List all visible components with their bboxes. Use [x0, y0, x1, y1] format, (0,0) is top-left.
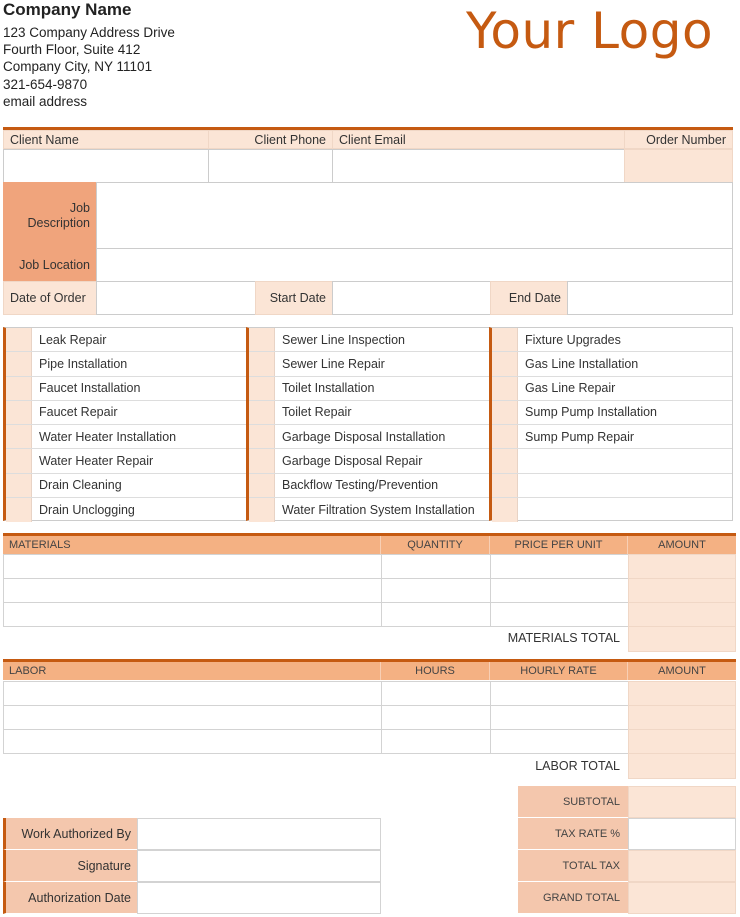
service-checkbox[interactable]	[6, 449, 32, 472]
labor-total-label: LABOR TOTAL	[535, 759, 620, 773]
service-label: Garbage Disposal Installation	[282, 429, 446, 444]
labor-amount-cell[interactable]	[628, 681, 736, 706]
labor-hours-cell[interactable]	[381, 729, 491, 754]
service-checkbox[interactable]	[492, 425, 518, 448]
labor-amount-cell[interactable]	[628, 729, 736, 754]
service-label: Gas Line Installation	[525, 356, 639, 371]
service-label: Water Filtration System Installation	[282, 502, 475, 517]
labor-total-value[interactable]	[628, 753, 736, 779]
service-checkbox[interactable]	[492, 377, 518, 400]
materials-amount-header: AMOUNT	[628, 536, 736, 554]
client-name-label: Client Name	[3, 130, 209, 149]
service-label: Toilet Installation	[282, 381, 375, 396]
service-checkbox[interactable]	[492, 328, 518, 351]
grand-total-value[interactable]	[628, 882, 736, 914]
labor-rate-cell[interactable]	[490, 729, 629, 754]
service-label: Sewer Line Inspection	[282, 332, 405, 347]
service-checkbox[interactable]	[249, 425, 275, 448]
service-checkbox[interactable]	[249, 401, 275, 424]
client-phone-input[interactable]	[208, 149, 333, 183]
materials-qty-cell[interactable]	[381, 602, 491, 627]
company-logo: Your Logo	[466, 2, 714, 60]
labor-amount-header: AMOUNT	[628, 662, 736, 680]
client-email-input[interactable]	[332, 149, 625, 183]
start-date-input[interactable]	[332, 281, 491, 315]
total-tax-value[interactable]	[628, 850, 736, 882]
service-checkbox[interactable]	[249, 352, 275, 375]
labor-rate-cell[interactable]	[490, 705, 629, 730]
address-line-1: 123 Company Address Drive	[3, 25, 175, 40]
service-checkbox[interactable]	[492, 474, 518, 497]
services-column-3	[489, 327, 733, 521]
service-label: Faucet Repair	[39, 405, 118, 420]
service-checkbox[interactable]	[6, 328, 32, 351]
job-location-input[interactable]	[96, 248, 733, 282]
authorization-date-input[interactable]	[137, 882, 381, 914]
address-line-2: Fourth Floor, Suite 412	[3, 42, 141, 57]
services-column-2	[246, 327, 491, 521]
email-address: email address	[3, 94, 88, 109]
materials-total-value[interactable]	[628, 626, 736, 652]
materials-price-cell[interactable]	[490, 602, 629, 627]
start-date-label: Start Date	[255, 281, 333, 315]
service-label: Drain Unclogging	[39, 502, 135, 517]
company-name: Company Name	[3, 0, 132, 19]
work-authorized-by-label: Work Authorized By	[3, 818, 137, 850]
service-checkbox[interactable]	[249, 377, 275, 400]
service-checkbox[interactable]	[249, 449, 275, 472]
materials-item-cell[interactable]	[3, 602, 382, 627]
materials-qty-cell[interactable]	[381, 554, 491, 579]
service-checkbox[interactable]	[6, 498, 32, 522]
signature-input[interactable]	[137, 850, 381, 882]
subtotal-label: SUBTOTAL	[518, 786, 628, 818]
service-checkbox[interactable]	[6, 474, 32, 497]
materials-total-label: MATERIALS TOTAL	[507, 631, 620, 645]
hourly-rate-header: HOURLY RATE	[490, 662, 628, 680]
materials-header: MATERIALS	[3, 536, 381, 554]
service-checkbox[interactable]	[492, 498, 518, 522]
date-of-order-input[interactable]	[96, 281, 256, 315]
service-label: Toilet Repair	[282, 405, 352, 420]
signature-label: Signature	[3, 850, 137, 882]
service-checkbox[interactable]	[249, 328, 275, 351]
service-checkbox[interactable]	[492, 352, 518, 375]
materials-item-cell[interactable]	[3, 554, 382, 579]
labor-item-cell[interactable]	[3, 705, 382, 730]
labor-hours-cell[interactable]	[381, 681, 491, 706]
subtotal-value[interactable]	[628, 786, 736, 818]
service-label: Gas Line Repair	[525, 381, 616, 396]
service-label: Water Heater Installation	[39, 429, 177, 444]
service-label: Garbage Disposal Repair	[282, 453, 423, 468]
labor-item-cell[interactable]	[3, 729, 382, 754]
service-checkbox[interactable]	[492, 449, 518, 472]
price-per-unit-header: PRICE PER UNIT	[490, 536, 628, 554]
service-label: Faucet Installation	[39, 381, 141, 396]
end-date-input[interactable]	[567, 281, 733, 315]
services-column-1	[3, 327, 248, 521]
client-email-label: Client Email	[332, 130, 625, 149]
materials-amount-cell[interactable]	[628, 578, 736, 603]
order-number-label: Order Number	[624, 130, 733, 149]
hours-header: HOURS	[381, 662, 490, 680]
service-checkbox[interactable]	[6, 352, 32, 375]
service-checkbox[interactable]	[6, 425, 32, 448]
job-location-label: Job Location	[3, 248, 97, 282]
materials-item-cell[interactable]	[3, 578, 382, 603]
service-checkbox[interactable]	[492, 401, 518, 424]
client-name-input[interactable]	[3, 149, 209, 183]
service-label: Fixture Upgrades	[525, 332, 621, 347]
authorization-date-label: Authorization Date	[3, 882, 137, 914]
order-number-input[interactable]	[624, 149, 733, 183]
materials-qty-cell[interactable]	[381, 578, 491, 603]
labor-item-cell[interactable]	[3, 681, 382, 706]
service-checkbox[interactable]	[249, 498, 275, 522]
service-checkbox[interactable]	[6, 377, 32, 400]
job-description-label: Job Description	[3, 182, 97, 249]
service-label: Pipe Installation	[39, 356, 128, 371]
service-label: Sump Pump Repair	[525, 429, 635, 444]
tax-rate-label: TAX RATE %	[518, 818, 628, 850]
end-date-label: End Date	[490, 281, 568, 315]
labor-header: LABOR	[3, 662, 381, 680]
service-label: Leak Repair	[39, 332, 107, 347]
work-authorized-by-input[interactable]	[137, 818, 381, 850]
materials-price-cell[interactable]	[490, 578, 629, 603]
quantity-header: QUANTITY	[381, 536, 490, 554]
grand-total-label: GRAND TOTAL	[518, 882, 628, 914]
date-of-order-label: Date of Order	[3, 281, 97, 315]
address-line-3: Company City, NY 11101	[3, 59, 153, 74]
total-tax-label: TOTAL TAX	[518, 850, 628, 882]
service-checkbox[interactable]	[6, 401, 32, 424]
materials-amount-cell[interactable]	[628, 602, 736, 627]
materials-price-cell[interactable]	[490, 554, 629, 579]
materials-amount-cell[interactable]	[628, 554, 736, 579]
labor-rate-cell[interactable]	[490, 681, 629, 706]
service-label: Drain Cleaning	[39, 478, 122, 493]
service-checkbox[interactable]	[249, 474, 275, 497]
phone-number: 321-654-9870	[3, 77, 88, 92]
service-label: Backflow Testing/Prevention	[282, 478, 439, 493]
tax-rate-input[interactable]	[628, 818, 736, 850]
job-description-input[interactable]	[96, 182, 733, 249]
service-label: Sewer Line Repair	[282, 356, 385, 371]
labor-hours-cell[interactable]	[381, 705, 491, 730]
service-label: Water Heater Repair	[39, 453, 154, 468]
service-label: Sump Pump Installation	[525, 405, 658, 420]
client-phone-label: Client Phone	[208, 130, 333, 149]
labor-amount-cell[interactable]	[628, 705, 736, 730]
